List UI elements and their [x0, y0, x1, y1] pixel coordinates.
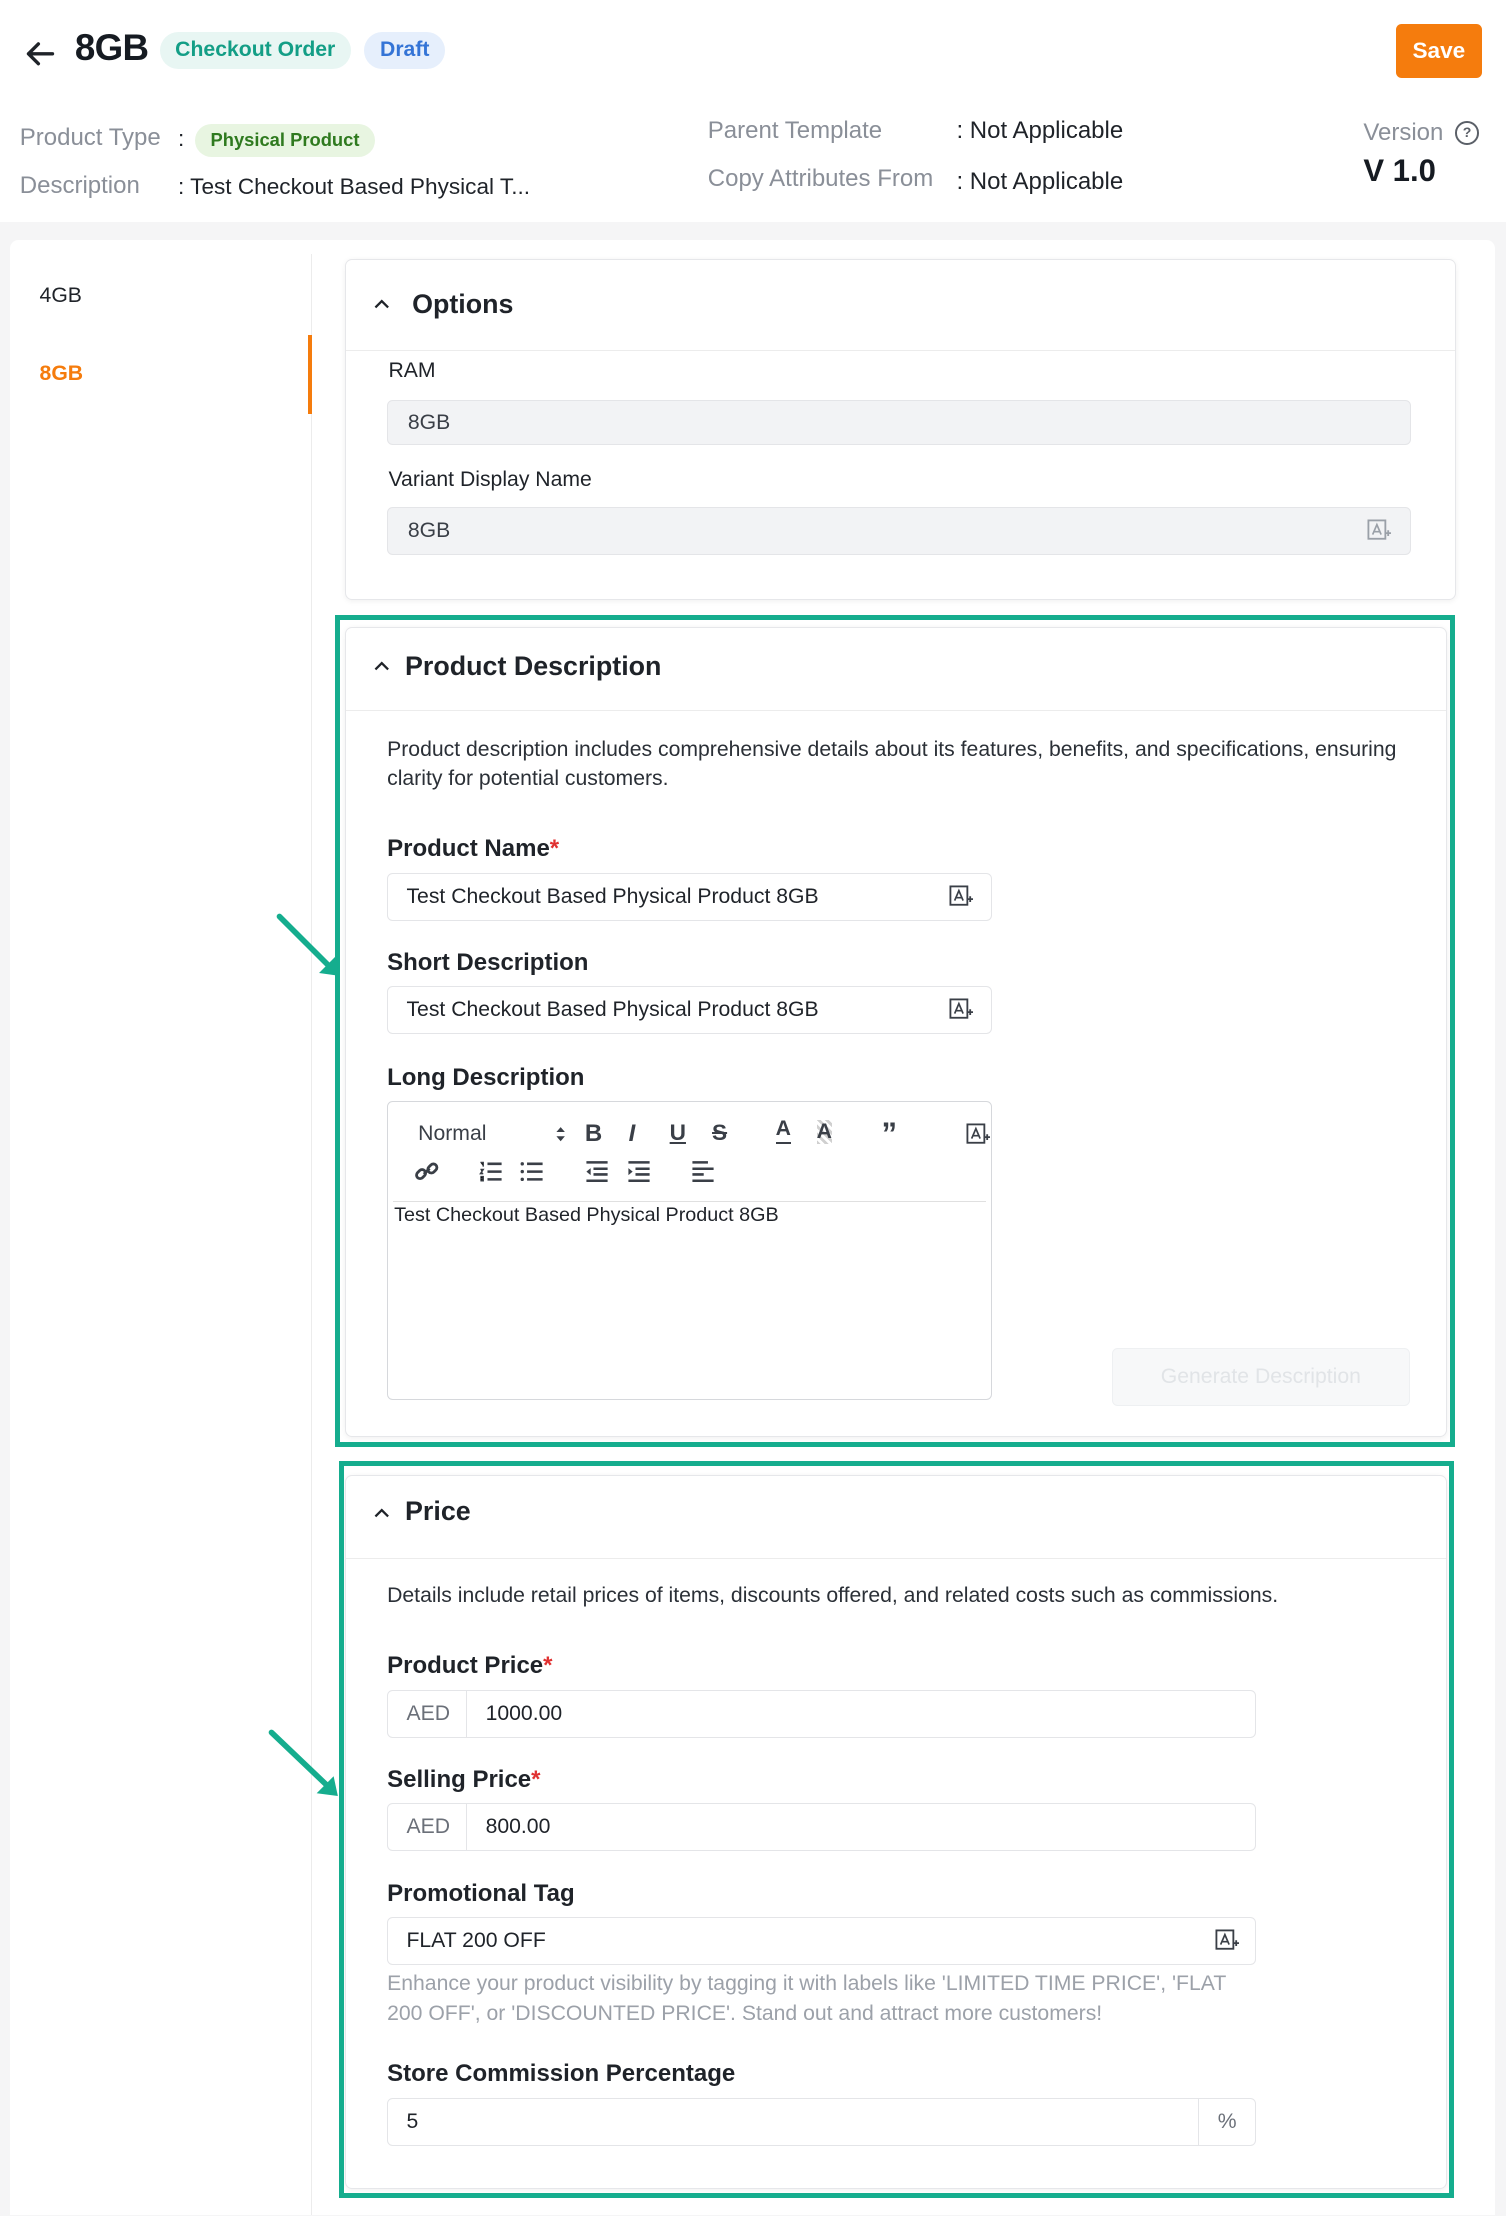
align-icon[interactable]	[691, 1161, 715, 1182]
options-title: Options	[412, 289, 514, 320]
translate-icon[interactable]	[949, 885, 974, 908]
sidebar-item-4gb[interactable]: 4GB	[39, 283, 82, 307]
bullet-list-icon[interactable]	[520, 1161, 544, 1182]
product-name-input[interactable]	[387, 873, 992, 921]
ram-label: RAM	[388, 358, 436, 382]
translate-icon[interactable]	[1215, 1929, 1240, 1952]
background-color-icon[interactable]: A	[816, 1120, 832, 1144]
price-header[interactable]	[346, 1476, 1447, 1559]
sidebar-active-indicator	[308, 335, 312, 414]
product-type-badge: Physical Product	[195, 124, 375, 156]
page-header	[0, 0, 1506, 222]
page-title: 8GB	[74, 26, 149, 68]
short-description-input[interactable]	[387, 986, 992, 1034]
short-description-value: Test Checkout Based Physical Product 8GB	[406, 998, 819, 1022]
sidebar-item-8gb[interactable]: 8GB	[39, 361, 84, 385]
text-color-icon[interactable]: A	[776, 1117, 791, 1143]
required-mark: *	[543, 1651, 553, 1679]
ram-field	[387, 400, 1411, 445]
variant-display-name-field	[387, 507, 1411, 555]
translate-icon[interactable]	[949, 998, 974, 1021]
underline-icon[interactable]: U	[669, 1120, 686, 1146]
variant-display-name-value: 8GB	[407, 519, 451, 543]
required-mark: *	[549, 834, 560, 862]
help-circle-icon[interactable]: ?	[1455, 121, 1479, 145]
store-commission-value: 5	[406, 2110, 419, 2134]
generate-description-button[interactable]: Generate Description	[1112, 1348, 1410, 1406]
translate-icon[interactable]	[1367, 519, 1392, 542]
description-value: : Test Checkout Based Physical T...	[178, 173, 531, 199]
product-type-label: Product Type	[19, 124, 161, 152]
product-description-title: Product Description	[405, 650, 662, 681]
ram-value: 8GB	[407, 410, 451, 434]
currency-prefix	[388, 1691, 467, 1737]
indent-icon[interactable]	[627, 1161, 651, 1182]
link-icon[interactable]	[414, 1160, 439, 1183]
product-name-label-text: Product Name	[387, 834, 550, 862]
product-price-input[interactable]	[387, 1690, 1256, 1738]
sidebar-divider	[311, 254, 312, 2215]
selling-price-label-text: Selling Price	[387, 1765, 532, 1793]
selling-price-label	[387, 1766, 540, 1794]
format-select[interactable]: Normal	[418, 1121, 487, 1145]
version-value: V 1.0	[1363, 152, 1436, 188]
product-type-colon: :	[178, 125, 185, 151]
draft-badge: Draft	[364, 32, 445, 69]
selling-price-value: 800.00	[485, 1814, 551, 1838]
currency-text: AED	[406, 1814, 451, 1838]
bold-icon[interactable]: B	[584, 1120, 603, 1148]
product-description-help: Product description includes comprehensive details about its features, benefits, and specifications, ensuring clarity for potential customers.	[387, 737, 1397, 791]
editor-toolbar-divider	[393, 1201, 986, 1202]
promotional-tag-label: Promotional Tag	[387, 1880, 575, 1908]
product-price-label-text: Product Price	[387, 1651, 544, 1679]
select-arrows-icon[interactable]	[555, 1125, 566, 1143]
copy-attributes-label: Copy Attributes From	[707, 165, 934, 193]
promotional-tag-hint: Enhance your product visibility by tagging it with labels like 'LIMITED TIME PRICE', 'FLAT 200 OFF', or 'DISCOUNTED PRICE'. Stand out and attract more customers!	[387, 1972, 1226, 2026]
product-name-value: Test Checkout Based Physical Product 8GB	[406, 885, 819, 909]
product-price-label	[387, 1652, 552, 1680]
promotional-tag-value: FLAT 200 OFF	[406, 1929, 546, 1953]
selling-price-input[interactable]	[387, 1803, 1256, 1851]
price-title: Price	[405, 1495, 471, 1526]
version-label: Version	[1363, 118, 1444, 146]
ordered-list-icon[interactable]	[479, 1161, 503, 1182]
variant-display-name-label: Variant Display Name	[388, 467, 592, 491]
strike-icon[interactable]: S	[712, 1120, 728, 1146]
options-header[interactable]	[346, 260, 1455, 351]
long-description-label: Long Description	[387, 1063, 585, 1091]
chevron-up-icon[interactable]	[374, 299, 390, 309]
outdent-icon[interactable]	[585, 1161, 609, 1182]
store-commission-input[interactable]	[387, 2098, 1256, 2146]
parent-template-label: Parent Template	[707, 117, 883, 145]
short-description-label: Short Description	[387, 949, 589, 977]
percent-text: %	[1217, 2110, 1237, 2134]
product-name-label	[387, 835, 559, 863]
required-mark: *	[531, 1765, 541, 1793]
product-price-value: 1000.00	[485, 1701, 563, 1725]
price-help: Details include retail prices of items, discounts offered, and related costs such as commissions.	[387, 1583, 1279, 1607]
product-description-header[interactable]	[346, 628, 1447, 711]
currency-prefix	[388, 1804, 467, 1850]
percent-suffix	[1198, 2099, 1255, 2145]
long-description-text[interactable]: Test Checkout Based Physical Product 8GB	[394, 1203, 779, 1226]
chevron-up-icon[interactable]	[374, 1508, 390, 1518]
italic-icon[interactable]: I	[628, 1120, 636, 1148]
save-button[interactable]: Save	[1396, 24, 1482, 78]
currency-text: AED	[406, 1701, 451, 1725]
description-label: Description	[19, 172, 140, 200]
quote-icon[interactable]: ”	[881, 1116, 898, 1152]
promotional-tag-input[interactable]	[387, 1917, 1256, 1965]
translate-icon[interactable]	[966, 1123, 991, 1146]
parent-template-value: : Not Applicable	[956, 117, 1124, 145]
back-arrow-icon[interactable]	[20, 34, 60, 74]
chevron-up-icon[interactable]	[374, 661, 390, 671]
checkout-order-badge: Checkout Order	[160, 32, 351, 69]
copy-attributes-value: : Not Applicable	[956, 168, 1124, 196]
store-commission-label: Store Commission Percentage	[387, 2059, 736, 2087]
